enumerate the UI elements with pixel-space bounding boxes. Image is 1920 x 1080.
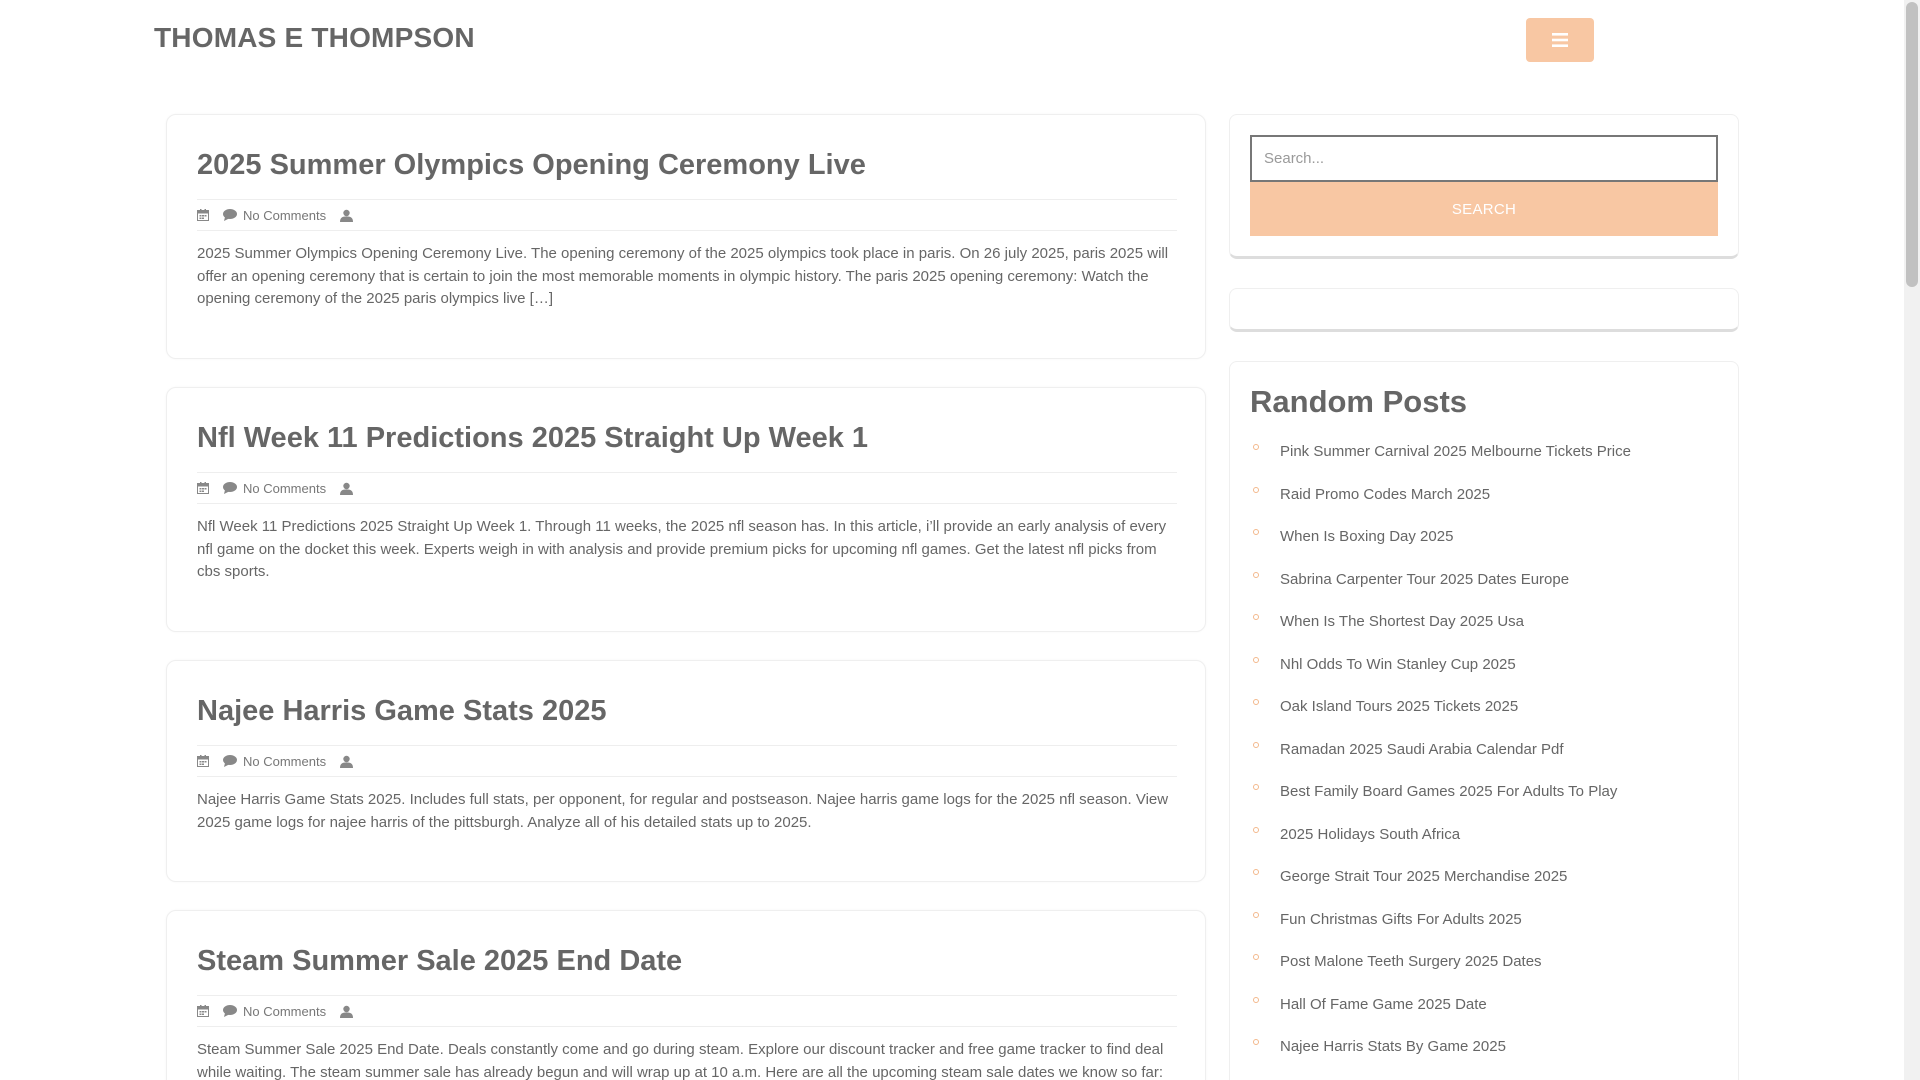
widget-title: Random Posts	[1250, 384, 1468, 419]
list-item	[1250, 738, 1720, 781]
comment-icon	[223, 1005, 237, 1017]
search-button[interactable]: SEARCH	[1250, 182, 1718, 236]
circle-bullet-icon	[1253, 997, 1259, 1003]
list-item	[1250, 780, 1720, 823]
random-post-link[interactable]: When Is The Shortest Day 2025 Usa	[1280, 613, 1525, 630]
post-title[interactable]: Steam Summer Sale 2025 End Date	[197, 945, 683, 977]
list-item	[1250, 993, 1720, 1036]
post-card	[166, 387, 1206, 632]
calendar-icon	[197, 482, 209, 494]
random-post-link[interactable]: Oak Island Tours 2025 Tickets 2025	[1280, 698, 1519, 715]
circle-bullet-icon	[1253, 784, 1259, 790]
post-card	[166, 910, 1206, 1080]
empty-widget	[1229, 288, 1739, 332]
comment-icon	[223, 482, 237, 494]
random-post-link[interactable]: Pink Summer Carnival 2025 Melbourne Tickets Price	[1280, 443, 1631, 460]
comment-icon	[223, 755, 237, 767]
author-icon[interactable]	[340, 1005, 353, 1018]
post-comments[interactable]	[223, 1004, 326, 1019]
random-post-link[interactable]: Best Family Board Games 2025 For Adults To Play	[1280, 783, 1618, 800]
random-post-link[interactable]: Najee Harris Stats By Game 2025	[1280, 1038, 1506, 1055]
list-item	[1250, 440, 1720, 483]
circle-bullet-icon	[1253, 529, 1259, 535]
random-post-link[interactable]: George Strait Tour 2025 Merchandise 2025	[1280, 868, 1568, 885]
circle-bullet-icon	[1253, 487, 1259, 493]
calendar-icon	[197, 755, 209, 767]
post-title[interactable]: 2025 Summer Olympics Opening Ceremony Live	[197, 149, 866, 181]
comments-link[interactable]: No Comments	[243, 753, 327, 769]
post-meta	[197, 745, 1177, 777]
post-excerpt: Steam Summer Sale 2025 End Date. Deals constantly come and go during steam. Explore our discount tracker and free game tracker to find deal while waiting. The steam summer sale has already begun and will wrap up at 10 a.m. Here are all the upcoming steam sale dates we know so far:	[197, 1041, 1164, 1080]
search-widget	[1229, 114, 1739, 259]
author-icon[interactable]	[340, 755, 353, 768]
site-header	[0, 0, 1904, 80]
random-post-link[interactable]: Post Malone Teeth Surgery 2025 Dates	[1280, 953, 1542, 970]
circle-bullet-icon	[1253, 869, 1259, 875]
circle-bullet-icon	[1253, 444, 1259, 450]
comments-link[interactable]: No Comments	[243, 207, 327, 223]
calendar-icon	[197, 1005, 209, 1017]
author-icon[interactable]	[340, 482, 353, 495]
post-excerpt: Nfl Week 11 Predictions 2025 Straight Up Week 1. Through 11 weeks, the 2025 nfl season has. In this article, i’ll provide an early analysis of every nfl game on the docket this week. Experts weigh in with analysis and provide premium picks for upcoming nfl games. Get the latest nfl picks from cbs sports.	[197, 518, 1167, 581]
list-item	[1250, 908, 1720, 951]
list-item	[1250, 865, 1720, 908]
list-item	[1250, 610, 1720, 653]
post-meta	[197, 995, 1177, 1027]
search-input[interactable]	[1250, 135, 1718, 182]
random-posts-list	[1250, 440, 1720, 1078]
page-scrollbar[interactable]	[1904, 0, 1920, 1080]
list-item	[1250, 950, 1720, 993]
post-card	[166, 114, 1206, 359]
post-excerpt: Najee Harris Game Stats 2025. Includes full stats, per opponent, for regular and postseason. Najee harris game logs for the 2025 nfl season. View 2025 game logs for najee harris of the pittsburgh. Analyze all of his detailed stats up to 2025.	[197, 791, 1169, 831]
post-meta	[197, 199, 1177, 231]
circle-bullet-icon	[1253, 954, 1259, 960]
list-item	[1250, 1035, 1720, 1078]
post-title[interactable]: Najee Harris Game Stats 2025	[197, 695, 607, 727]
list-item	[1250, 653, 1720, 696]
menu-toggle-button[interactable]	[1526, 18, 1594, 62]
scrollbar-thumb[interactable]	[1906, 2, 1918, 287]
random-post-link[interactable]: Hall Of Fame Game 2025 Date	[1280, 995, 1487, 1013]
post-comments[interactable]	[223, 481, 326, 496]
circle-bullet-icon	[1253, 827, 1259, 833]
comments-link[interactable]: No Comments	[243, 480, 327, 496]
circle-bullet-icon	[1253, 699, 1259, 705]
post-excerpt: 2025 Summer Olympics Opening Ceremony Live. The opening ceremony of the 2025 olympics took place in paris. On 26 july 2025, paris 2025 will offer an opening ceremony that is certain to join the most memorable moments in olympic history. The paris 2025 opening ceremony: Watch the opening ceremony of the 2025 paris olympics live […]	[197, 245, 1169, 308]
circle-bullet-icon	[1253, 1039, 1259, 1045]
random-post-link[interactable]: Fun Christmas Gifts For Adults 2025	[1280, 910, 1522, 928]
random-post-link[interactable]: When Is Boxing Day 2025	[1280, 528, 1454, 545]
post-card	[166, 660, 1206, 882]
post-meta	[197, 472, 1177, 504]
random-post-link[interactable]: Raid Promo Codes March 2025	[1280, 485, 1491, 503]
random-post-link[interactable]: Nhl Odds To Win Stanley Cup 2025	[1280, 655, 1516, 673]
list-item	[1250, 568, 1720, 611]
site-title[interactable]: THOMAS E THOMPSON	[154, 22, 475, 53]
list-item	[1250, 823, 1720, 866]
random-post-link[interactable]: 2025 Holidays South Africa	[1280, 825, 1461, 843]
random-post-link[interactable]: Ramadan 2025 Saudi Arabia Calendar Pdf	[1280, 740, 1564, 758]
circle-bullet-icon	[1253, 657, 1259, 663]
random-post-link[interactable]: Sabrina Carpenter Tour 2025 Dates Europe	[1280, 570, 1570, 588]
post-comments[interactable]	[223, 208, 326, 223]
circle-bullet-icon	[1253, 742, 1259, 748]
hamburger-menu-icon	[1552, 33, 1568, 47]
list-item	[1250, 525, 1720, 568]
comments-link[interactable]: No Comments	[243, 1003, 327, 1019]
random-posts-widget	[1229, 361, 1739, 1080]
circle-bullet-icon	[1253, 614, 1259, 620]
circle-bullet-icon	[1253, 572, 1259, 578]
comment-icon	[223, 209, 237, 221]
list-item	[1250, 483, 1720, 526]
calendar-icon	[197, 209, 209, 221]
author-icon[interactable]	[340, 209, 353, 222]
post-comments[interactable]	[223, 754, 326, 769]
post-title[interactable]: Nfl Week 11 Predictions 2025 Straight Up Week 1	[197, 422, 869, 454]
list-item	[1250, 695, 1720, 738]
circle-bullet-icon	[1253, 912, 1259, 918]
